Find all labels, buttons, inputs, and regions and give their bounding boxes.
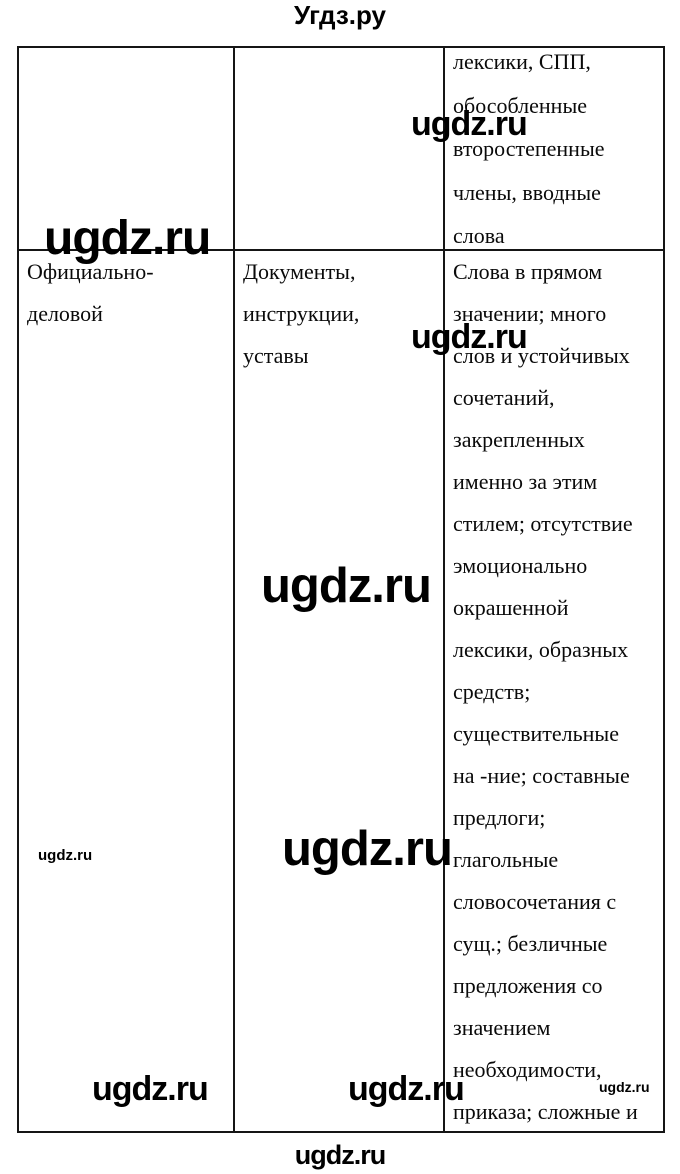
text-line: предлоги; xyxy=(453,805,546,830)
text-line: предложения со xyxy=(453,973,603,998)
watermark-row2-upper-right: ugdz.ru xyxy=(411,318,527,356)
text-line: Официально- xyxy=(27,259,154,284)
text-line: лексики, образных xyxy=(453,637,629,662)
text-line: значении; много xyxy=(453,301,607,326)
text-line: приказа; сложные и xyxy=(453,1099,638,1124)
text-line: стилем; отсутствие xyxy=(453,511,633,536)
text-line: словосочетания с xyxy=(453,889,617,914)
text-line: именно за этим xyxy=(453,469,598,494)
table-cell-row1-features xyxy=(445,40,663,251)
text-line: на -ние; составные xyxy=(453,763,630,788)
text-line: средств; xyxy=(453,679,531,704)
watermark-bottom-col1: ugdz.ru xyxy=(92,1070,208,1108)
table-cell-row2-features xyxy=(445,251,663,1133)
watermark-center-lower: ugdz.ru xyxy=(282,822,452,876)
text-line: сочетаний, xyxy=(453,385,555,410)
text-line: необходимости, xyxy=(453,1057,602,1082)
text-line: слова xyxy=(453,223,505,248)
text-line: лексики, СПП, xyxy=(453,49,591,74)
text-line: Слова в прямом xyxy=(453,259,603,284)
text-line: окрашенной xyxy=(453,595,569,620)
watermark-center-upper: ugdz.ru xyxy=(261,559,431,613)
text-line: закрепленных xyxy=(453,427,585,452)
text-line: слов и устойчивых xyxy=(453,343,630,368)
watermark-row1-left: ugdz.ru xyxy=(44,212,211,265)
text-line: члены, вводные xyxy=(453,179,601,205)
table-cell-row1-genres xyxy=(235,48,445,251)
text-line: второстепенные xyxy=(453,136,605,161)
text-line: Документы, xyxy=(243,259,356,284)
text-line: значением xyxy=(453,1015,551,1040)
page-title: Угдз.ру xyxy=(294,0,386,30)
text-line: обособленные xyxy=(453,92,587,118)
watermark-row1-right: ugdz.ru xyxy=(411,105,527,143)
text-line: деловой xyxy=(27,301,103,326)
table-cell-row2-style xyxy=(19,251,235,1133)
text-line: существительные xyxy=(453,721,619,746)
text-line: эмоционально xyxy=(453,553,588,578)
footer-watermark: ugdz.ru xyxy=(294,1140,386,1170)
watermark-bottom-col2: ugdz.ru xyxy=(348,1070,464,1108)
text-line: сущ.; безличные xyxy=(453,931,608,956)
text-line: уставы xyxy=(243,343,309,368)
watermark-small-left: ugdz.ru xyxy=(38,847,93,864)
table-cell-row2-genres xyxy=(235,251,445,1133)
watermark-small-right: ugdz.ru xyxy=(599,1079,650,1095)
text-line: глагольные xyxy=(453,847,559,872)
text-line: инструкции, xyxy=(243,301,360,326)
